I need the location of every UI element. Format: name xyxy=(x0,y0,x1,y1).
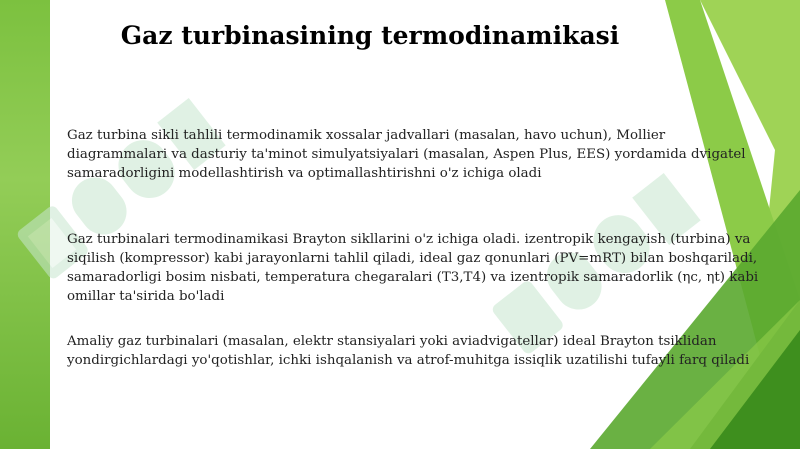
paragraph-brayton-thermodynamics: Gaz turbinalari termodinamikasi Brayton sikllarini o'z ichiga oladi. izentropik kengayish (turbina) va siqilish (kompressor) kabi jarayonlarni tahlil qiladi, ideal gaz qonunlari (PV=mRT) bilan boshqariladi, samaradorligi bosim nisbati, temperatura chegaralari (T3,T4) va izentropik samaradorlik (ηc, ηt) kabi omillar ta'sirida bo'ladi xyxy=(67,232,759,304)
paragraph-cycle-analysis: Gaz turbina sikli tahlili termodinamik xossalar jadvallari (masalan, havo uchun), Mollier diagrammalari va dasturiy ta'minot simulyatsiyalari (masalan, Aspen Plus, EES) yordamida dvigatel samaradorligini modellashtirish va optimallashtirishni o'z ichiga oladi xyxy=(67,128,746,181)
slide-title: Gaz turbinasining termodinamikasi xyxy=(120,21,620,50)
paragraph-practical-turbines: Amaliy gaz turbinalari (masalan, elektr stansiyalari yoki aviadvigatellar) ideal Brayton tsiklidan yondirgichlardagi yo'qotishlar, ichki ishqalanish va atrof-muhitga issiqlik uzatilishi tufayli farq qiladi xyxy=(67,334,750,368)
